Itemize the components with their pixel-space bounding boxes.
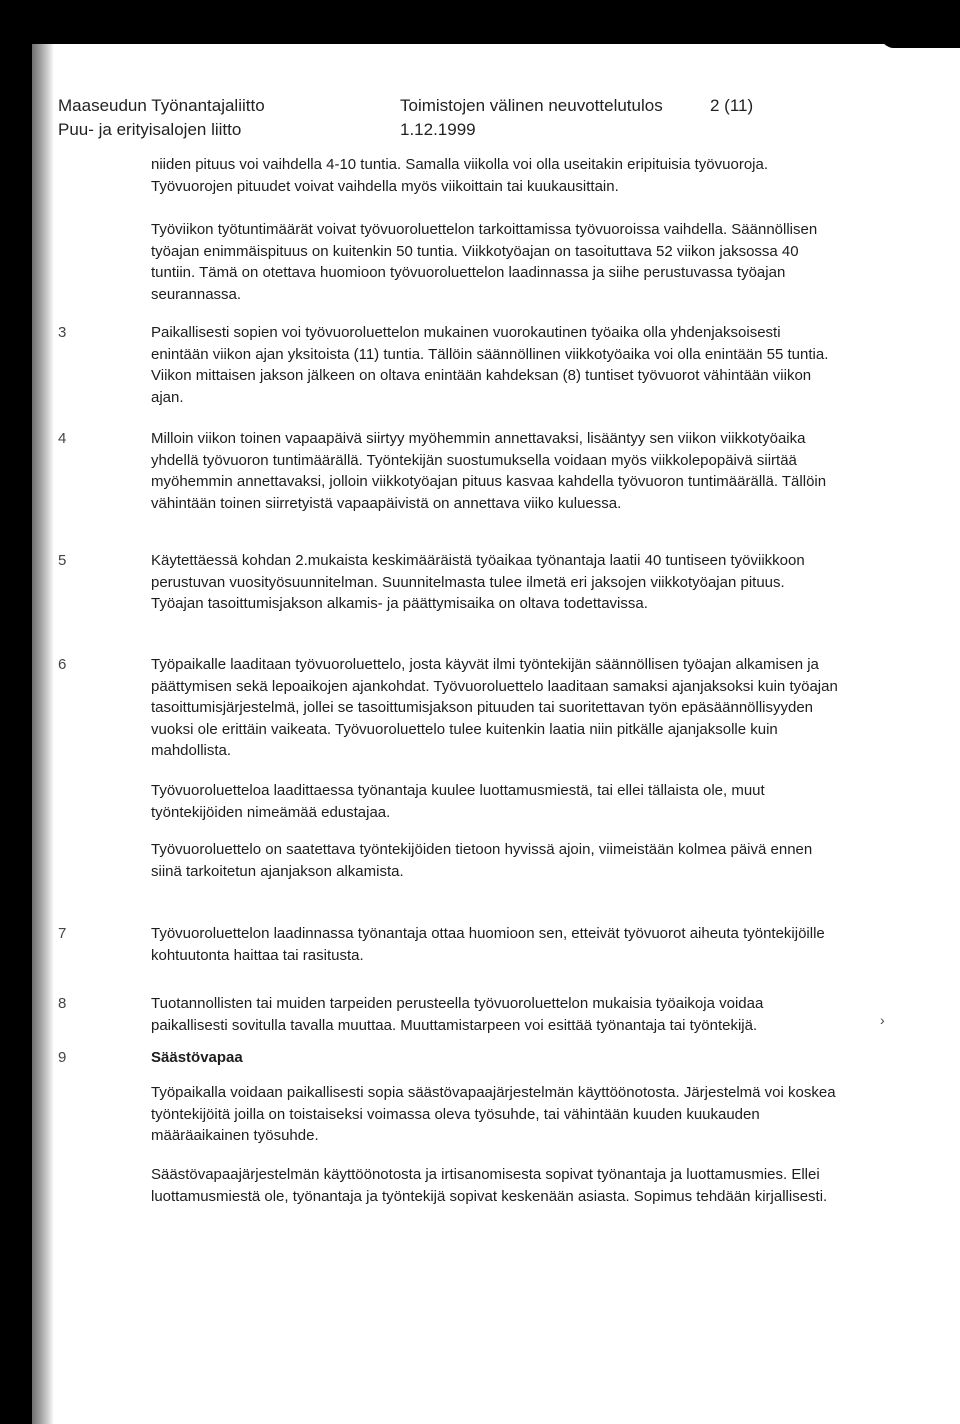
- section-paragraph: Paikallisesti sopien voi työvuoroluettelon mukainen vuorokautinen työaika olla yhdenjaksoisesti enintään viikon ajan yksitoista (11) tuntia. Tällöin säännöllinen viikkotyöaika voi olla enintään 55 tuntia. Viikon mittaisen jakson jälkeen on oltava enintään kahdeksan (8) tuntiset työvuorot vähintään viikon ajan.: [151, 324, 829, 406]
- section-number: 4: [58, 430, 67, 447]
- header-page-number: 2 (11): [710, 96, 754, 115]
- section-number: 3: [58, 324, 67, 341]
- section-number: 8: [58, 995, 67, 1012]
- header-title: Toimistojen välinen neuvottelutulos: [400, 96, 663, 115]
- header-document-info: [400, 94, 720, 142]
- section-paragraph: Työvuoroluettelo on saatettava työntekijöiden tietoon hyvissä ajoin, viimeistään kolmea päivä ennen siinä tarkoitetun ajanjakson alkamista.: [151, 841, 813, 880]
- section-paragraph: Käytettäessä kohdan 2.mukaista keskimääräistä työaikaa työnantaja laatii 40 tuntiseen työviikkoon perustuvan vuosityösuunnitelman. Suunnitelmasta tulee ilmetä eri jaksojen viikkotyöajan pituus. Työajan tasoittumisjakson alkamis- ja päättymisaika on oltava todettavissa.: [151, 552, 805, 612]
- section-heading: Säästövapaa: [151, 1049, 243, 1066]
- header-organizations: [58, 94, 358, 142]
- section-paragraph: Tuotannollisten tai muiden tarpeiden perusteella työvuoroluettelon mukaisia työaikoja voidaa paikallisesti sovitulla tavalla muuttaa. Muuttamistarpeen voi esittää työnantaja tai työntekijä.: [151, 995, 764, 1034]
- section-number: 6: [58, 656, 67, 673]
- section-number: 5: [58, 552, 67, 569]
- section-paragraph: Työvuoroluettelon laadinnassa työnantaja ottaa huomioon sen, etteivät työvuorot aiheuta työntekijöille kohtuutonta haittaa tai rasitusta.: [151, 925, 825, 964]
- scan-border-left: [0, 0, 32, 1424]
- header-org-2: Puu- ja erityisalojen liitto: [58, 120, 242, 139]
- scan-shadow-left: [32, 44, 54, 1424]
- scan-border-top: [0, 0, 960, 44]
- header-org-1: Maaseudun Työnantajaliitto: [58, 96, 265, 115]
- section-paragraph: Työpaikalla voidaan paikallisesti sopia säästövapaajärjestelmän käyttöönotosta. Järjestelmä voi koskea työntekijöitä joilla on toistaiseksi voimassa oleva työsuhde, tai vähintään kuuden kuukauden määräaikainen työsuhde.: [151, 1084, 836, 1144]
- section-number: 9: [58, 1049, 67, 1066]
- section-paragraph: Milloin viikon toinen vapaapäivä siirtyy myöhemmin annettavaksi, lisääntyy sen viikon viikkotyöaika yhdellä työvuoron tuntimäärällä. Työntekijän suostumuksella voidaan myös viikkolepopäivä siirtää myöhemmin annettavaksi, jolloin viikkotyöajan pituus kasvaa kahdella työvuoron tuntimäärällä. Tällöin vähintään toinen siirretyistä vapaapäivistä on annettava viiko kuluessa.: [151, 430, 827, 512]
- section-paragraph: Työvuoroluetteloa laadittaessa työnantaja kuulee luottamusmiestä, tai ellei tällaista ole, muut työntekijöiden nimeämää edustajaa.: [151, 782, 765, 821]
- section-paragraph: Säästövapaajärjestelmän käyttöönotosta ja irtisanomisesta sopivat työnantaja ja luottamusmies. Ellei luottamusmiestä ole, työnantaja ja työntekijä sopivat keskenään asiasta. Sopimus tehdään kirjallisesti.: [151, 1166, 828, 1205]
- header-date: 1.12.1999: [400, 120, 476, 139]
- margin-mark: ›: [880, 1012, 885, 1028]
- section-number: 7: [58, 925, 67, 942]
- section-paragraph: Työpaikalle laaditaan työvuoroluettelo, josta käyvät ilmi työntekijän säännöllisen työajan alkamisen ja päättymisen sekä lepoaikojen ajankohdat. Työvuoroluettelo laaditaan samaksi ajanjaksoksi kuin työajan tasoittumisjärjestelmä, jollei se tasoittumisjakson pituuden tai suoritettavan työn epäsäännöllisyyden vuoksi ole erittäin vaikeata. Työvuoroluettelo tulee kuitenkin laatia niin pitkälle ajanjaksolle kuin mahdollista.: [151, 656, 838, 759]
- intro-paragraph-1: niiden pituus voi vaihdella 4-10 tuntia. Samalla viikolla voi olla useitakin eripituisia työvuoroja. Työvuorojen pituudet voivat vaihdella myös viikoittain tai kuukausittain.: [151, 156, 769, 195]
- intro-paragraph-2: Työviikon työtuntimäärät voivat työvuoroluettelon tarkoittamissa työvuoroissa vaihdella. Säännöllisen työajan enimmäispituus on kuitenkin 50 tuntia. Viikkotyöajan on tasoituttava 52 viikon jaksossa 40 tuntiin. Tämä on otettava huomioon työvuoroluettelon laadinnassa ja siihe perustuvassa työajan seurannassa.: [151, 221, 818, 303]
